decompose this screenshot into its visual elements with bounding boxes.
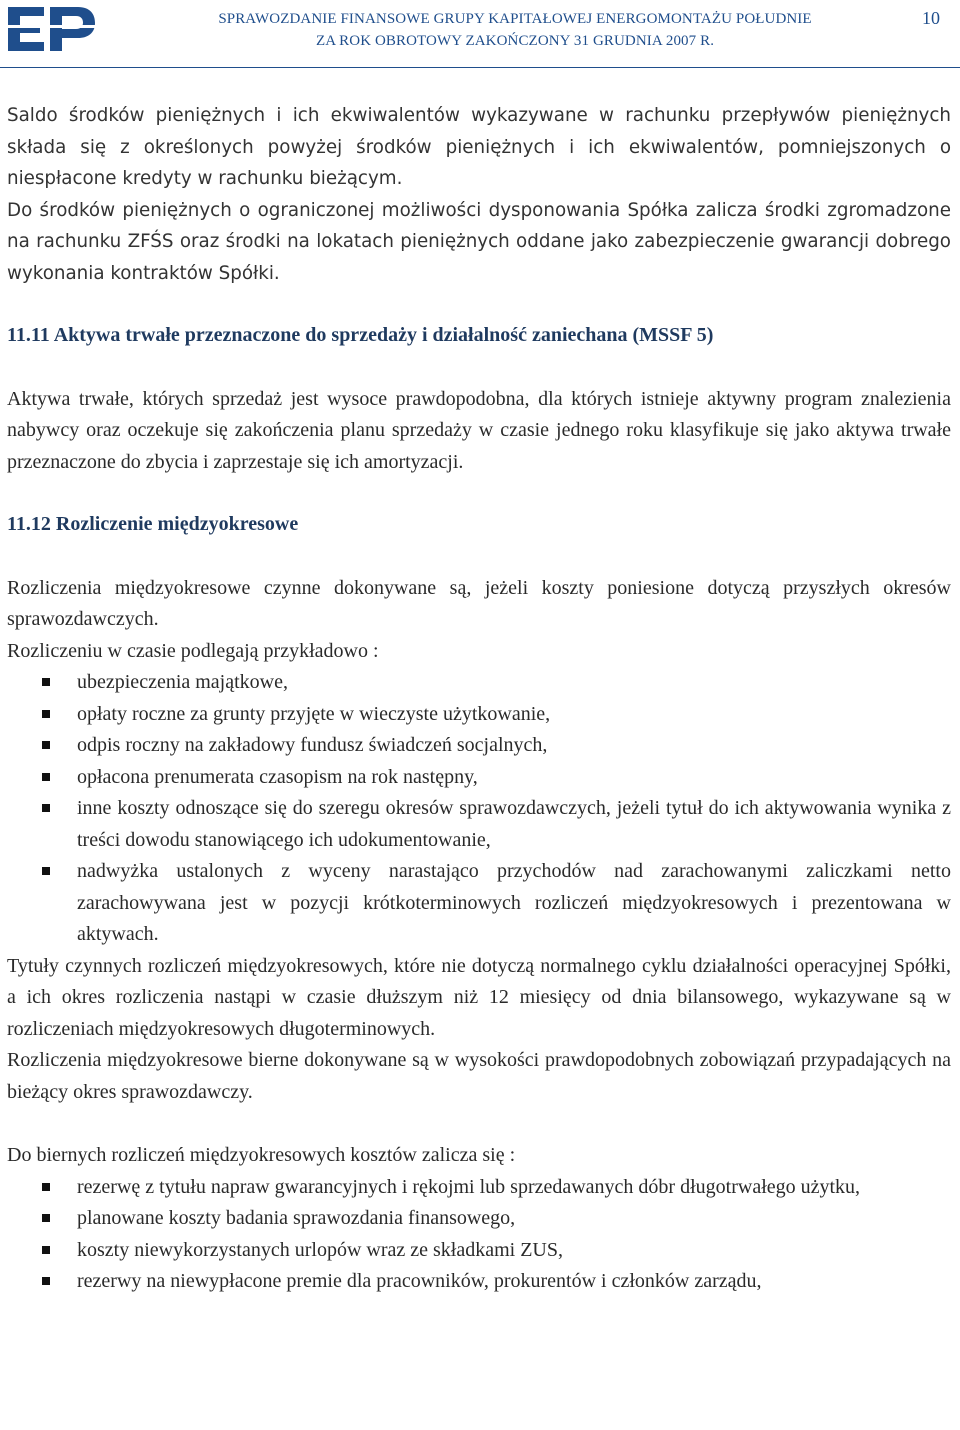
list-item: nadwyżka ustalonych z wyceny narastająco przychodów nad zarachowanymi zaliczkami netto zarachowywana jest w pozycji krótkoterminowych rozliczeń międzyokresowych i prezentowana w aktywach.	[7, 856, 951, 951]
list-passive-accruals	[7, 1172, 951, 1298]
list-item: ubezpieczenia majątkowe,	[7, 667, 951, 699]
company-logo	[6, 4, 96, 54]
paragraph-assets-held-for-sale: Aktywa trwałe, których sprzedaż jest wysoce prawdopodobna, dla których istnieje aktywny program znalezienia nabywcy oraz oczekuje się zakończenia planu sprzedaży w czasie jednego roku klasyfikuje się jako aktywa trwałe przeznaczone do zbycia i zaprzestaje się ich amortyzacji.	[7, 387, 951, 473]
square-bullet-icon	[42, 741, 50, 749]
square-bullet-icon	[42, 1183, 50, 1191]
list-item: koszty niewykorzystanych urlopów wraz ze składkami ZUS,	[7, 1235, 951, 1267]
list-item: odpis roczny na zakładowy fundusz świadczeń socjalnych,	[7, 730, 951, 762]
section-heading-11-12: 11.12 Rozliczenie międzyokresowe	[7, 513, 299, 535]
square-bullet-icon	[42, 1214, 50, 1222]
paragraph-restricted-cash: Do środków pieniężnych o ograniczonej możliwości dysponowania Spółka zalicza środki zgromadzone na rachunku ZFŚS oraz środki na lokatach pieniężnych oddane jako zabezpieczenie gwarancji dobrego wykonania kontraktów Spółki.	[7, 199, 951, 284]
square-bullet-icon	[42, 1246, 50, 1254]
list-item: opłaty roczne za grunty przyjęte w wieczyste użytkowanie,	[7, 699, 951, 731]
paragraph-active-accruals: Rozliczenia międzyokresowe czynne dokonywane są, jeżeli koszty poniesione dotyczą przyszłych okresów sprawozdawczych.	[7, 576, 951, 630]
list-item: planowane koszty badania sprawozdania finansowego,	[7, 1203, 951, 1235]
header-divider	[0, 67, 960, 68]
report-title-line2: ZA ROK OBROTOWY ZAKOŃCZONY 31 GRUDNIA 2007 R.	[315, 33, 715, 49]
paragraph-passive-accruals: Rozliczenia międzyokresowe bierne dokonywane są w wysokości prawdopodobnych zobowiązań przypadających na bieżący okres sprawozdawczy.	[7, 1049, 951, 1103]
square-bullet-icon	[42, 678, 50, 686]
page-header	[0, 0, 960, 70]
page-number: 10	[922, 8, 940, 28]
list-item: rezerwy na niewypłacone premie dla pracowników, prokurentów i członków zarządu,	[7, 1266, 951, 1298]
square-bullet-icon	[42, 867, 50, 875]
square-bullet-icon	[42, 773, 50, 781]
list-item: opłacona prenumerata czasopism na rok następny,	[7, 762, 951, 794]
report-title-line1: SPRAWOZDANIE FINANSOWE GRUPY KAPITAŁOWEJ ENERGOMONTAŻU POŁUDNIE	[218, 11, 812, 27]
list-active-accruals	[7, 667, 951, 951]
paragraph-long-term-accruals: Tytuły czynnych rozliczeń międzyokresowych, które nie dotyczą normalnego cyklu działalności operacyjnej Spółki, a ich okres rozliczenia nastąpi w czasie dłuższym niż 12 miesięcy od dnia bilansowego, wykazywane są w rozliczeniach międzyokresowych długoterminowych.	[7, 954, 951, 1040]
document-body	[7, 100, 951, 1298]
paragraph-cash-balance: Saldo środków pieniężnych i ich ekwiwalentów wykazywane w rachunku przepływów pieniężnych składa się z określonych powyżej środków pieniężnych i ich ekwiwalentów, pomniejszonych o niespłacone kredyty w rachunku bieżącym.	[7, 105, 951, 189]
square-bullet-icon	[42, 1277, 50, 1285]
list-item: rezerwę z tytułu napraw gwarancyjnych i rękojmi lub sprzedawanych dóbr długotrwałego użytku,	[7, 1172, 951, 1204]
section-heading-11-11: 11.11 Aktywa trwałe przeznaczone do sprzedaży i działalność zaniechana (MSSF 5)	[7, 324, 714, 346]
square-bullet-icon	[42, 710, 50, 718]
paragraph-accruals-examples-intro: Rozliczeniu w czasie podlegają przykładowo :	[7, 639, 379, 662]
square-bullet-icon	[42, 804, 50, 812]
paragraph-passive-accruals-intro: Do biernych rozliczeń międzyokresowych kosztów zalicza się :	[7, 1144, 516, 1166]
list-item: inne koszty odnoszące się do szeregu okresów sprawozdawczych, jeżeli tytuł do ich aktywowania wynika z treści dowodu stanowiącego ich udokumentowanie,	[7, 793, 951, 856]
